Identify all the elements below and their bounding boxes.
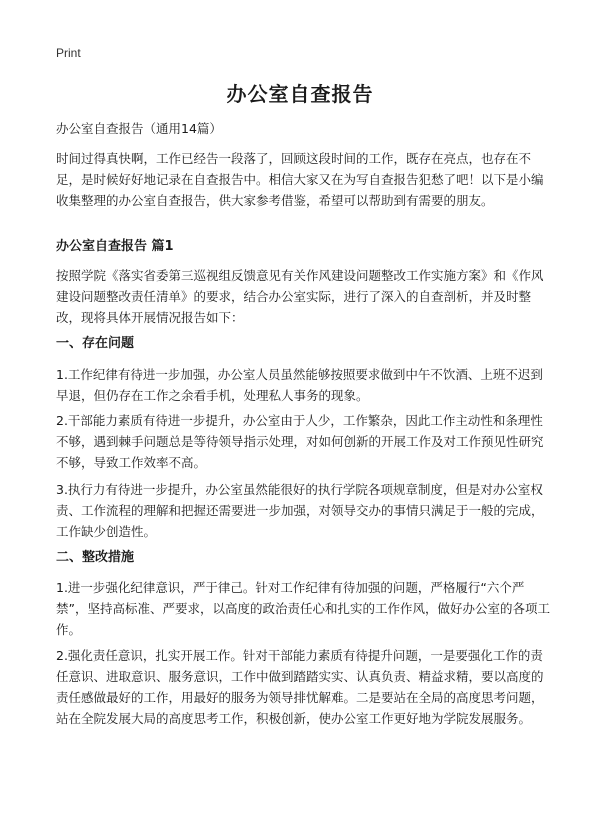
- measure-item: 2.强化责任意识，扎实开展工作。针对干部能力素质有待提升问题，一是要强化工作的责任意识、进取意识、服务意识，工作中做到踏踏实实、认真负责、精益求精，要以高度的责任感做最好的工作，用最好的服务为领导排忧解难。二是要站在全局的高度思考问题，站在全院发展大局的高度思考工作，积极创新，使办公室工作更好地为学院发展服务。: [56, 648, 544, 726]
- section-heading-problems: 一、存在问题: [56, 336, 135, 351]
- print-link[interactable]: Print: [56, 46, 81, 60]
- measure-item: 1.进一步强化纪律意识，严于律己。针对工作纪律有待加强的问题，严格履行“六个严禁”，坚持高标准、严要求，以高度的政治责任心和扎实的工作作风，做好办公室的各项工作。: [56, 580, 550, 637]
- section-heading-measures: 二、整改措施: [56, 550, 135, 565]
- document-subtitle: 办公室自查报告（通用14篇）: [56, 121, 222, 136]
- intro-paragraph: 时间过得真快啊，工作已经告一段落了，回顾这段时间的工作，既存在亮点，也存在不足，是时候好好地记录在自查报告中。相信大家又在为写自查报告犯愁了吧！以下是小编收集整理的办公室自查报告，供大家参考借鉴，希望可以帮助到有需要的朋友。: [56, 151, 544, 208]
- problem-item: 3.执行力有待进一步提升，办公室虽然能很好的执行学院各项规章制度，但是对办公室权责、工作流程的理解和把握还需要进一步加强，对领导交办的事情只满足于一般的完成，工作缺少创造性。: [56, 482, 544, 539]
- piece-intro-paragraph: 按照学院《落实省委第三巡视组反馈意见有关作风建设问题整改工作实施方案》和《作风建设问题整改责任清单》的要求，结合办公室实际，进行了深入的自查剖析，并及时整改，现将具体开展情况报告如下：: [56, 268, 544, 325]
- document-title: 办公室自查报告: [226, 82, 374, 106]
- problem-item: 2.干部能力素质有待进一步提升，办公室由于人少，工作繁杂，因此工作主动性和条理性不够，遇到棘手问题总是等待领导指示处理，对如何创新的开展工作及对工作预见性研究不够，导致工作效率不高。: [56, 413, 544, 470]
- problem-item: 1.工作纪律有待进一步加强，办公室人员虽然能够按照要求做到中午不饮酒、上班不迟到早退，但仍存在工作之余看手机，处理私人事务的现象。: [56, 367, 543, 403]
- piece-heading: 办公室自查报告 篇1: [56, 239, 174, 254]
